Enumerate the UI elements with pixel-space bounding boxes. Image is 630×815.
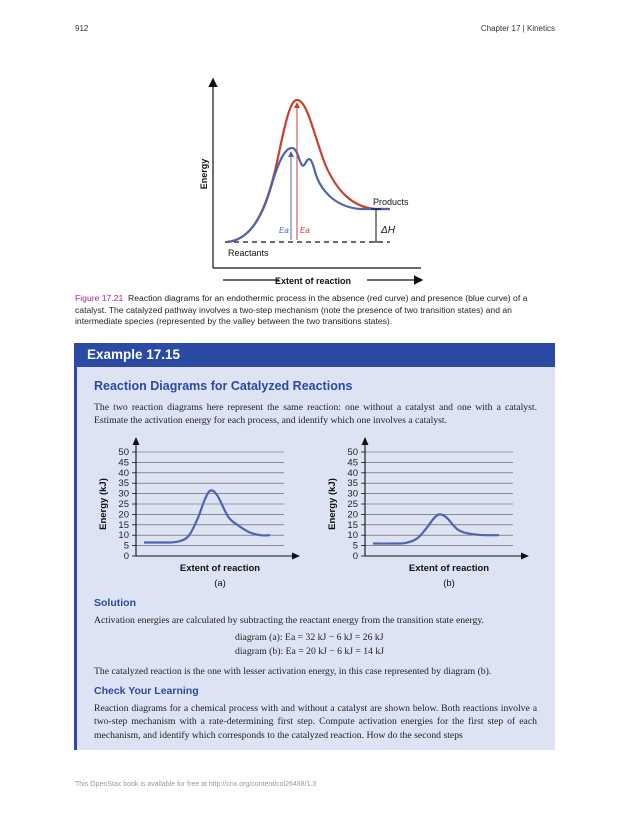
- y-tick-label: 50: [347, 447, 358, 458]
- chapter-header: Chapter 17 | Kinetics: [480, 24, 555, 33]
- figure-caption: [75, 293, 557, 328]
- footer-text: This OpenStax book is available for free at http://cnx.org/content/col26488/1.3: [75, 781, 317, 788]
- y-tick-label: 30: [347, 488, 358, 500]
- y-tick-label: 35: [347, 478, 358, 490]
- panel-label: (a): [214, 578, 226, 588]
- equation-a: diagram (a): Ea = 32 kJ − 6 kJ = 26 kJ: [235, 632, 384, 643]
- y-tick-label: 10: [347, 530, 358, 542]
- y-tick-label: 10: [118, 530, 129, 542]
- x-axis-arrow: [292, 553, 300, 560]
- y-tick-label: 40: [347, 467, 358, 479]
- solution-heading: Solution: [94, 597, 136, 609]
- y-axis-label: Energy (kJ): [98, 478, 109, 530]
- chart-b: [323, 436, 538, 588]
- y-tick-label: 5: [123, 540, 129, 552]
- y-tick-label: 20: [347, 509, 358, 521]
- y-tick-label: 50: [118, 447, 129, 458]
- y-tick-label: 25: [118, 499, 129, 510]
- page-number: 912: [75, 24, 89, 33]
- solution-text: Activation energies are calculated by subtracting the reactant energy from the transition state energy.: [94, 615, 484, 626]
- series-line: [373, 514, 499, 543]
- caption-text: Reaction diagrams for an endothermic process in the absence (red curve) and presence (blue curve) of a catalyst. The catalyzed pathway involves a two-step mechanism (note the presence of two transition states) and an intermediate species (represented by the valley between the two transitions states).: [75, 293, 528, 327]
- solution-conclusion: The catalyzed reaction is the one with lesser activation energy, in this case represented by diagram (b).: [94, 666, 492, 677]
- y-axis-arrow: [133, 437, 140, 445]
- check-learning-heading: Check Your Learning: [94, 685, 199, 697]
- figure-label: Figure 17.21: [75, 293, 124, 303]
- y-tick-label: 5: [352, 540, 358, 552]
- check-learning-text: Reaction diagrams for a chemical process with and without a catalyst are shown below. Both reactions involve a two-step mechanism with a rate-determining first step. Compute activation energies for the first step of each mechanism, and identify which corresponds to the catalyzed reaction. How do the second steps: [94, 703, 537, 741]
- panel-label: (b): [443, 578, 455, 588]
- y-axis-label: Energy (kJ): [327, 478, 338, 530]
- y-tick-label: 45: [347, 457, 358, 469]
- x-axis-arrow: [521, 553, 529, 560]
- figure-x-label: Extent of reaction: [274, 276, 352, 286]
- y-tick-label: 30: [118, 488, 129, 500]
- delta-h-label: ΔH: [381, 225, 395, 236]
- chart-a: [94, 436, 309, 588]
- y-tick-label: 15: [118, 519, 129, 531]
- y-tick-label: 35: [118, 478, 129, 490]
- ea-uncatalyzed-label: Ea: [300, 226, 310, 235]
- example-intro: The two reaction diagrams here represent the same reaction: one without a catalyst and one with a catalyst. Estimate the activation energy for each process, and identify which one involves a catalyst.: [94, 402, 537, 427]
- ea-catalyzed-label: Ea: [279, 226, 289, 235]
- y-tick-label: 45: [118, 457, 129, 469]
- figure-y-label: Energy: [199, 158, 209, 190]
- x-axis-label: Extent of reaction: [408, 563, 490, 574]
- equation-b: diagram (b): Ea = 20 kJ − 6 kJ = 14 kJ: [235, 646, 385, 657]
- y-tick-label: 40: [118, 467, 129, 479]
- example-title: Reaction Diagrams for Catalyzed Reactions: [94, 379, 353, 393]
- y-tick-label: 0: [352, 551, 358, 562]
- reaction-diagram-figure: [195, 72, 435, 290]
- products-label: Products: [373, 197, 409, 207]
- example-title-bar: Example 17.15: [74, 343, 555, 367]
- series-line: [144, 490, 270, 542]
- uncatalyzed-curve: [227, 100, 390, 242]
- y-tick-label: 15: [347, 519, 358, 531]
- y-axis-arrow: [362, 437, 369, 445]
- y-tick-label: 25: [347, 499, 358, 510]
- y-tick-label: 20: [118, 509, 129, 521]
- reactants-label: Reactants: [228, 248, 269, 258]
- y-tick-label: 0: [123, 551, 129, 562]
- x-axis-label: Extent of reaction: [179, 563, 261, 574]
